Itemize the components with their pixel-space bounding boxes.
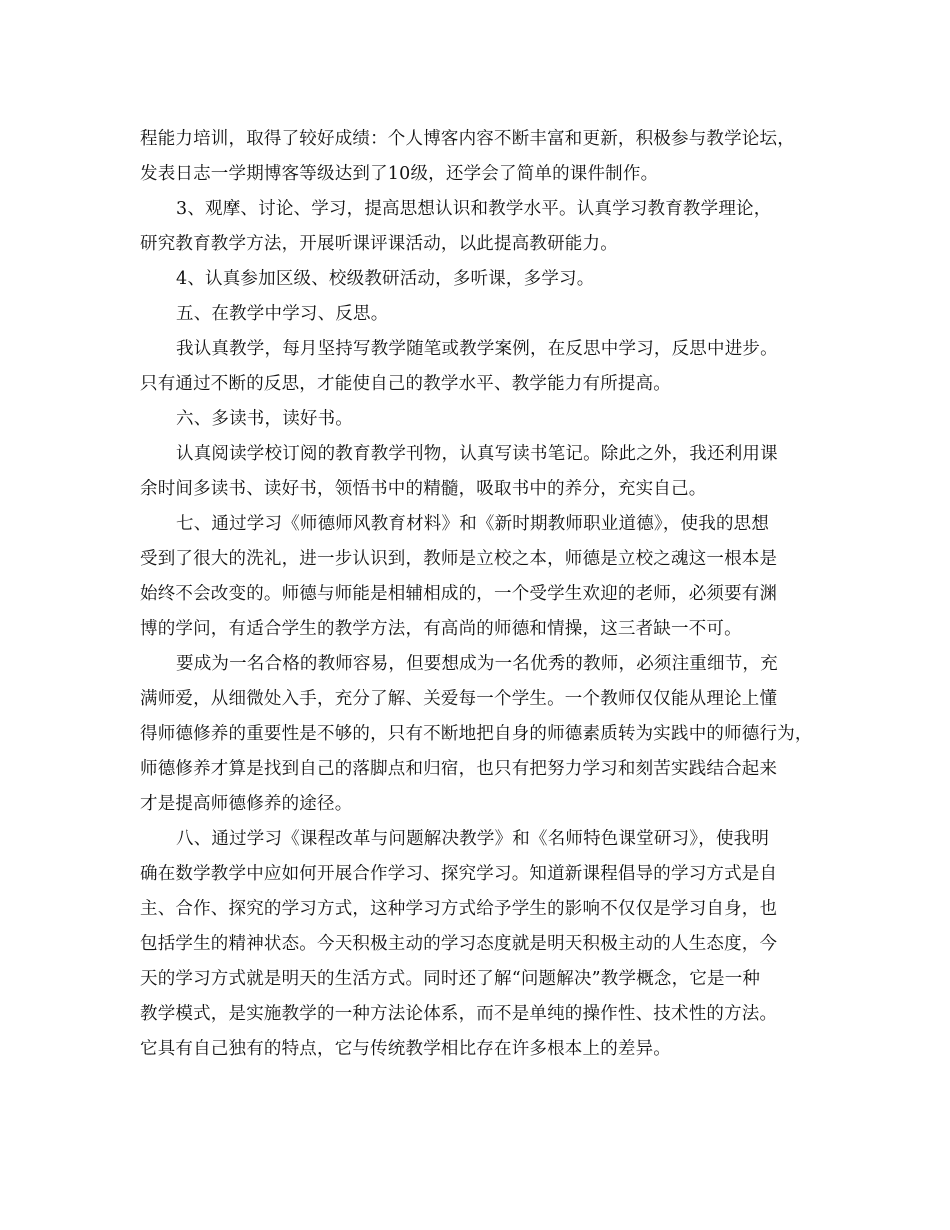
text-line: 发表日志一学期博客等级达到了10级，还学会了简单的课件制作。 xyxy=(140,164,659,184)
text-line: 认真阅读学校订阅的教育教学刊物，认真写读书笔记。除此之外，我还利用课 xyxy=(176,444,778,464)
paragraph-training-continued xyxy=(140,122,820,192)
text-line: 才是提高师德修养的途径。 xyxy=(140,794,353,814)
text-line: 程能力培训，取得了较好成绩：个人博客内容不断丰富和更新，积极参与教学论坛， xyxy=(140,129,795,149)
document-body xyxy=(140,122,820,1067)
text-line: 确在数学教学中应如何开展合作学习、探究学习。知道新课程倡导的学习方式是自 xyxy=(140,864,778,884)
text-line: 余时间多读书、读好书，领悟书中的精髓，吸取书中的养分，充实自己。 xyxy=(140,479,707,499)
paragraph-reflection xyxy=(140,332,820,402)
text-line: 我认真教学，每月坚持写教学随笔或教学案例，在反思中学习，反思中进步。 xyxy=(176,339,778,359)
text-line: 主、合作、探究的学习方式，这种学习方式给予学生的影响不仅仅是学习自身，也 xyxy=(140,899,778,919)
paragraph-item-3 xyxy=(140,192,820,262)
text-line: 八、通过学习《课程改革与问题解决教学》和《名师特色课堂研习》，使我明 xyxy=(176,829,770,849)
text-line: 它具有自己独有的特点，它与传统教学相比存在许多根本上的差异。 xyxy=(140,1039,671,1059)
section-heading-5 xyxy=(140,297,820,332)
section-heading-6 xyxy=(140,402,820,437)
text-line: 始终不会改变的。师德与师能是相辅相成的，一个受学生欢迎的老师，必须要有渊 xyxy=(140,584,778,604)
text-line: 只有通过不断的反思，才能使自己的教学水平、教学能力有所提高。 xyxy=(140,374,671,394)
section-heading: 六、多读书，读好书。 xyxy=(176,409,353,429)
text-line: 师德修养才算是找到自己的落脚点和归宿，也只有把努力学习和刻苦实践结合起来 xyxy=(140,759,778,779)
paragraph-item-4 xyxy=(140,262,820,297)
text-line: 博的学问，有适合学生的教学方法，有高尚的师德和情操，这三者缺一不可。 xyxy=(140,619,742,639)
text-line: 包括学生的精神状态。今天积极主动的学习态度就是明天积极主动的人生态度，今 xyxy=(140,934,778,954)
text-line: 3、观摩、讨论、学习，提高思想认识和教学水平。认真学习教育教学理论， xyxy=(176,199,772,219)
text-line: 4、认真参加区级、校级教研活动，多听课，多学习。 xyxy=(176,269,595,289)
paragraph-item-7 xyxy=(140,507,820,647)
text-line: 七、通过学习《师德师风教育材料》和《新时期教师职业道德》，使我的思想 xyxy=(176,514,770,534)
section-heading: 五、在教学中学习、反思。 xyxy=(176,304,389,324)
text-line: 要成为一名合格的教师容易，但要想成为一名优秀的教师，必须注重细节，充 xyxy=(176,654,778,674)
paragraph-reading xyxy=(140,437,820,507)
text-line: 受到了很大的洗礼，进一步认识到，教师是立校之本，师德是立校之魂这一根本是 xyxy=(140,549,778,569)
text-line: 满师爱，从细微处入手，充分了解、关爱每一个学生。一个教师仅仅能从理论上懂 xyxy=(140,689,778,709)
paragraph-item-8 xyxy=(140,822,820,1067)
text-line: 教学模式，是实施教学的一种方法论体系，而不是单纯的操作性、技术性的方法。 xyxy=(140,1004,778,1024)
text-line: 研究教育教学方法，开展听课评课活动，以此提高教研能力。 xyxy=(140,234,618,254)
text-line: 得师德修养的重要性是不够的，只有不断地把自身的师德素质转为实践中的师德行为， xyxy=(140,724,813,744)
paragraph-excellent-teacher xyxy=(140,647,820,822)
text-line: 天的学习方式就是明天的生活方式。同时还了解“问题解决”教学概念，它是一种 xyxy=(140,969,761,989)
